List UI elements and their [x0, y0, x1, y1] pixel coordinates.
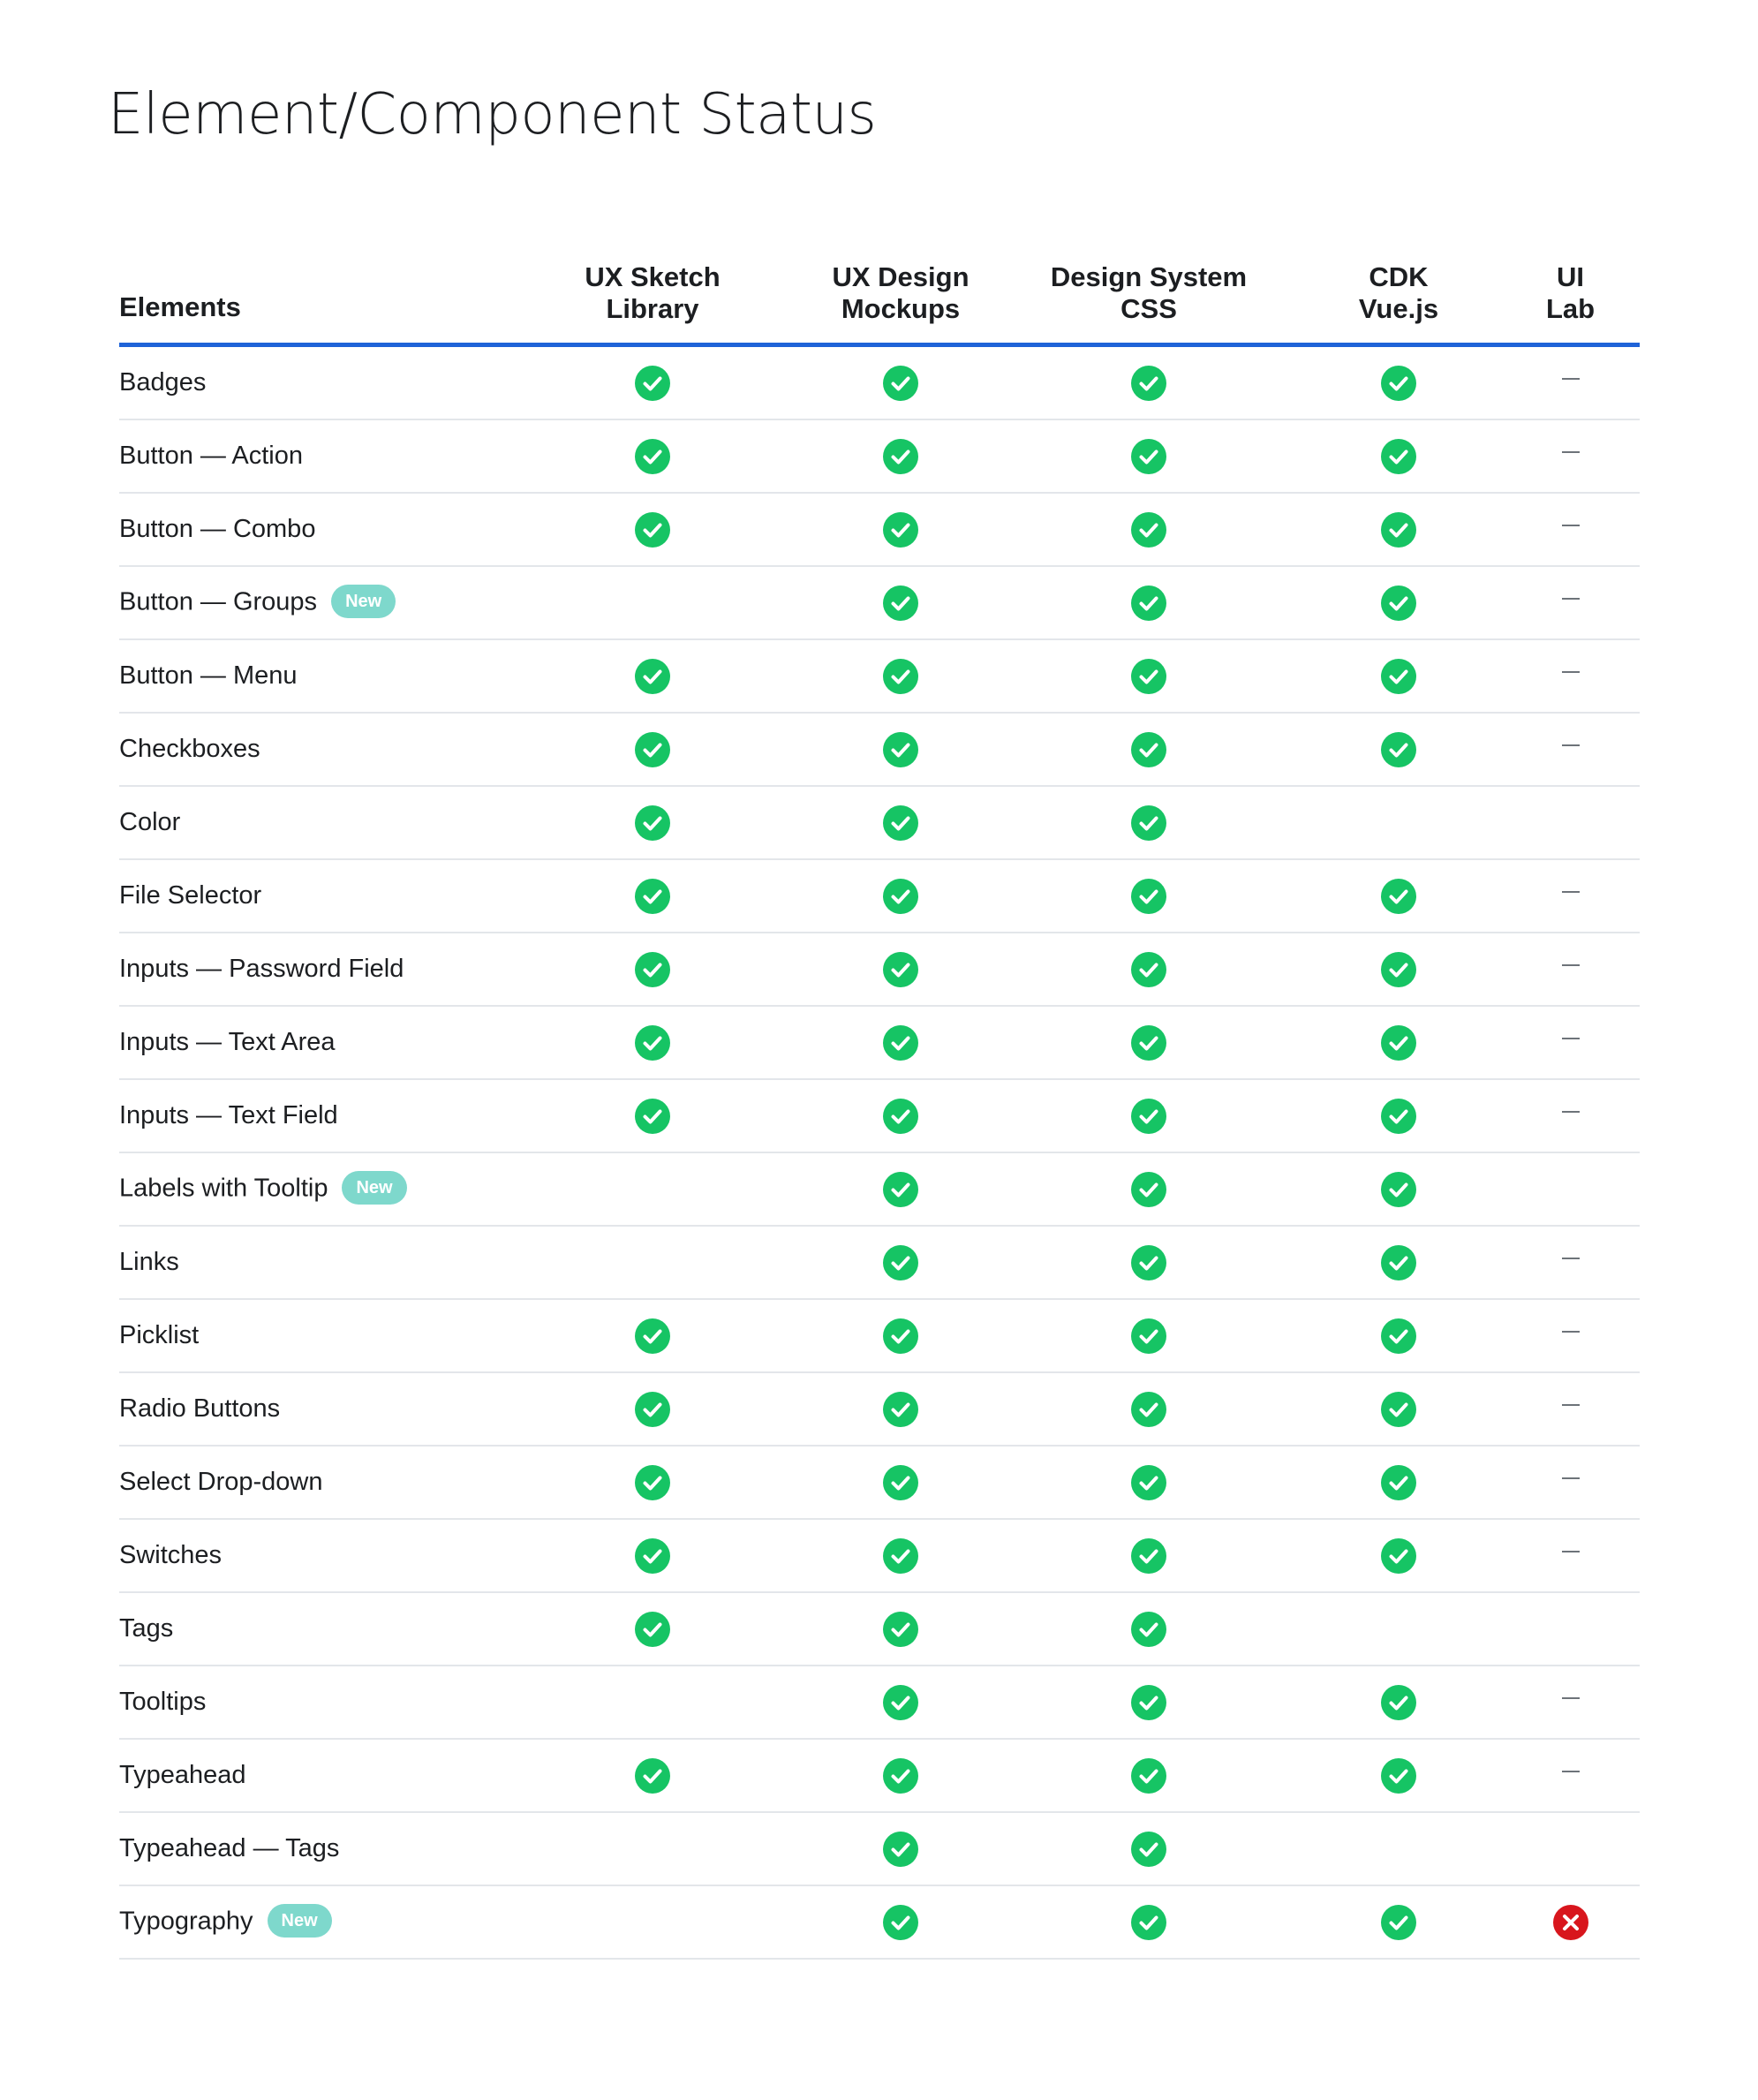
check-circle-icon	[1131, 1905, 1166, 1940]
check-circle-icon	[1131, 952, 1166, 987]
table-row	[119, 859, 1640, 933]
check-circle-icon	[1131, 1538, 1166, 1574]
status-cell-ui-lab	[1501, 1372, 1640, 1446]
status-cell-design-system-css	[1001, 1812, 1296, 1885]
column-header-ux-sketch-library	[505, 228, 800, 345]
table-row	[119, 786, 1640, 859]
dash-icon	[1562, 451, 1580, 453]
check-circle-icon	[635, 879, 670, 914]
status-cell-ui-lab	[1501, 493, 1640, 566]
table-row	[119, 1299, 1640, 1372]
status-cell-design-system-css	[1001, 566, 1296, 639]
status-cell-ux-sketch-library	[505, 1152, 800, 1226]
status-cell-ui-lab	[1501, 1592, 1640, 1666]
status-cell-ux-design-mockups	[800, 859, 1001, 933]
status-cell-cdk-vuejs	[1296, 639, 1501, 713]
status-cell-ux-design-mockups	[800, 1812, 1001, 1885]
status-cell-cdk-vuejs	[1296, 1299, 1501, 1372]
table-row	[119, 713, 1640, 786]
check-circle-icon	[883, 1905, 918, 1940]
status-cell-ux-design-mockups	[800, 1006, 1001, 1079]
check-circle-icon	[1381, 439, 1416, 474]
check-circle-icon	[883, 439, 918, 474]
status-cell-cdk-vuejs	[1296, 713, 1501, 786]
element-name-cell	[119, 566, 505, 639]
status-cell-ui-lab	[1501, 1446, 1640, 1519]
table-row	[119, 1812, 1640, 1885]
status-cell-ux-design-mockups	[800, 786, 1001, 859]
status-cell-ui-lab	[1501, 933, 1640, 1006]
check-circle-icon	[883, 1025, 918, 1061]
check-circle-icon	[1131, 439, 1166, 474]
check-circle-icon	[635, 1612, 670, 1647]
status-cell-ux-design-mockups	[800, 1592, 1001, 1666]
status-cell-ux-design-mockups	[800, 713, 1001, 786]
check-circle-icon	[1381, 952, 1416, 987]
status-cell-ui-lab	[1501, 1152, 1640, 1226]
table-row	[119, 1666, 1640, 1739]
status-cell-ux-sketch-library	[505, 1372, 800, 1446]
check-circle-icon	[635, 1318, 670, 1354]
check-circle-icon	[883, 1612, 918, 1647]
check-circle-icon	[1381, 1758, 1416, 1794]
column-header-line: Lab	[1545, 293, 1596, 324]
status-cell-ui-lab	[1501, 1666, 1640, 1739]
status-cell-design-system-css	[1001, 859, 1296, 933]
status-cell-ux-sketch-library	[505, 566, 800, 639]
status-cell-cdk-vuejs	[1296, 345, 1501, 420]
element-name: Button — Groups	[119, 587, 318, 616]
header-row	[119, 228, 1640, 345]
element-name: Typeahead	[119, 1761, 246, 1789]
check-circle-icon	[1381, 512, 1416, 548]
check-circle-icon	[1131, 585, 1166, 621]
status-cell-design-system-css	[1001, 345, 1296, 420]
check-circle-icon	[883, 1538, 918, 1574]
status-cell-cdk-vuejs	[1296, 493, 1501, 566]
status-cell-design-system-css	[1001, 786, 1296, 859]
check-circle-icon	[883, 879, 918, 914]
element-name-cell	[119, 1006, 505, 1079]
column-header-design-system-css	[1001, 228, 1296, 345]
status-cell-design-system-css	[1001, 933, 1296, 1006]
check-circle-icon	[1131, 1392, 1166, 1427]
check-circle-icon	[635, 366, 670, 401]
check-circle-icon	[635, 952, 670, 987]
check-circle-icon	[1381, 1099, 1416, 1134]
status-cell-ux-sketch-library	[505, 1885, 800, 1959]
status-cell-cdk-vuejs	[1296, 786, 1501, 859]
column-header-line: Design System	[1050, 261, 1248, 292]
status-cell-cdk-vuejs	[1296, 419, 1501, 493]
check-circle-icon	[1131, 1025, 1166, 1061]
column-header-line: CSS	[1120, 293, 1177, 324]
table-body	[119, 345, 1640, 1960]
element-name: Button — Combo	[119, 515, 316, 543]
status-cell-ux-design-mockups	[800, 1519, 1001, 1592]
status-cell-design-system-css	[1001, 1372, 1296, 1446]
status-cell-ux-sketch-library	[505, 1446, 800, 1519]
status-cell-design-system-css	[1001, 1519, 1296, 1592]
status-cell-ui-lab	[1501, 1812, 1640, 1885]
element-name: Labels with Tooltip	[119, 1174, 328, 1203]
status-cell-ui-lab	[1501, 345, 1640, 420]
table-row	[119, 1446, 1640, 1519]
element-name-cell	[119, 1079, 505, 1152]
element-name: Picklist	[119, 1321, 200, 1349]
status-cell-ux-sketch-library	[505, 1006, 800, 1079]
check-circle-icon	[883, 952, 918, 987]
element-name: Switches	[119, 1541, 223, 1569]
status-cell-ux-design-mockups	[800, 933, 1001, 1006]
new-badge: New	[331, 585, 396, 618]
element-name-cell	[119, 933, 505, 1006]
check-circle-icon	[1381, 585, 1416, 621]
status-cell-design-system-css	[1001, 1226, 1296, 1299]
status-cell-ux-design-mockups	[800, 1739, 1001, 1812]
dash-icon	[1562, 1111, 1580, 1113]
table-row	[119, 1226, 1640, 1299]
check-circle-icon	[883, 732, 918, 767]
status-cell-ux-sketch-library	[505, 1226, 800, 1299]
column-header-line: CDK	[1369, 261, 1429, 292]
column-header-line: Elements	[119, 291, 241, 322]
status-cell-cdk-vuejs	[1296, 859, 1501, 933]
table-row	[119, 493, 1640, 566]
status-cell-cdk-vuejs	[1296, 1372, 1501, 1446]
table-row	[119, 1372, 1640, 1446]
element-name: Typeahead — Tags	[119, 1834, 340, 1862]
status-cell-ux-design-mockups	[800, 1885, 1001, 1959]
check-circle-icon	[1131, 879, 1166, 914]
dash-icon	[1562, 1258, 1580, 1259]
status-cell-ux-sketch-library	[505, 1592, 800, 1666]
column-header-line: UX Design	[832, 261, 970, 292]
status-cell-ux-design-mockups	[800, 493, 1001, 566]
status-cell-ux-design-mockups	[800, 1372, 1001, 1446]
element-name: Color	[119, 808, 181, 836]
status-cell-ux-sketch-library	[505, 1519, 800, 1592]
check-circle-icon	[635, 659, 670, 694]
check-circle-icon	[1381, 732, 1416, 767]
dash-icon	[1562, 378, 1580, 380]
element-name-cell	[119, 1226, 505, 1299]
element-name-cell	[119, 786, 505, 859]
status-cell-cdk-vuejs	[1296, 1226, 1501, 1299]
page-title: Element/Component Status	[108, 82, 877, 147]
element-name: Inputs — Password Field	[119, 955, 404, 983]
check-circle-icon	[883, 1172, 918, 1207]
status-cell-ux-sketch-library	[505, 1079, 800, 1152]
check-circle-icon	[635, 805, 670, 841]
check-circle-icon	[1381, 1905, 1416, 1940]
status-cell-cdk-vuejs	[1296, 1666, 1501, 1739]
check-circle-icon	[883, 659, 918, 694]
status-cell-ux-sketch-library	[505, 713, 800, 786]
element-name-cell	[119, 1885, 505, 1959]
element-name-cell	[119, 1739, 505, 1812]
element-name: Checkboxes	[119, 735, 260, 763]
element-name: Button — Action	[119, 442, 303, 470]
dash-icon	[1562, 525, 1580, 526]
check-circle-icon	[1131, 1758, 1166, 1794]
status-cell-ui-lab	[1501, 713, 1640, 786]
status-cell-cdk-vuejs	[1296, 1592, 1501, 1666]
check-circle-icon	[635, 1392, 670, 1427]
status-cell-ui-lab	[1501, 1299, 1640, 1372]
element-name: Badges	[119, 368, 207, 397]
column-header-line: Library	[606, 293, 699, 324]
table-row	[119, 1885, 1640, 1959]
check-circle-icon	[635, 439, 670, 474]
check-circle-icon	[1381, 1685, 1416, 1720]
check-circle-icon	[883, 1685, 918, 1720]
table-row	[119, 566, 1640, 639]
status-cell-ux-sketch-library	[505, 1666, 800, 1739]
status-cell-ui-lab	[1501, 859, 1640, 933]
check-circle-icon	[1381, 1465, 1416, 1500]
dash-icon	[1562, 744, 1580, 746]
status-cell-ui-lab	[1501, 1006, 1640, 1079]
check-circle-icon	[1381, 1025, 1416, 1061]
element-name: File Selector	[119, 881, 262, 910]
dash-icon	[1562, 964, 1580, 966]
dash-icon	[1562, 1038, 1580, 1039]
status-cell-cdk-vuejs	[1296, 1446, 1501, 1519]
status-cell-cdk-vuejs	[1296, 1519, 1501, 1592]
status-cell-ux-sketch-library	[505, 786, 800, 859]
element-name-cell	[119, 1299, 505, 1372]
check-circle-icon	[635, 1465, 670, 1500]
element-name-cell	[119, 1812, 505, 1885]
check-circle-icon	[1131, 1172, 1166, 1207]
status-cell-ux-sketch-library	[505, 1739, 800, 1812]
column-header-line: Mockups	[841, 293, 961, 324]
element-name: Inputs — Text Area	[119, 1028, 336, 1056]
status-cell-cdk-vuejs	[1296, 566, 1501, 639]
check-circle-icon	[635, 1538, 670, 1574]
check-circle-icon	[1381, 1245, 1416, 1280]
status-cell-ui-lab	[1501, 419, 1640, 493]
check-circle-icon	[883, 366, 918, 401]
status-cell-ui-lab	[1501, 786, 1640, 859]
element-name: Tags	[119, 1614, 174, 1643]
check-circle-icon	[883, 1099, 918, 1134]
check-circle-icon	[883, 1392, 918, 1427]
check-circle-icon	[883, 805, 918, 841]
element-name: Radio Buttons	[119, 1394, 281, 1423]
status-cell-design-system-css	[1001, 1299, 1296, 1372]
check-circle-icon	[883, 1832, 918, 1867]
status-cell-cdk-vuejs	[1296, 933, 1501, 1006]
check-circle-icon	[1131, 1245, 1166, 1280]
check-circle-icon	[1381, 366, 1416, 401]
status-cell-ui-lab	[1501, 1519, 1640, 1592]
element-name: Tooltips	[119, 1688, 207, 1716]
check-circle-icon	[883, 1758, 918, 1794]
check-circle-icon	[883, 1245, 918, 1280]
element-name-cell	[119, 1519, 505, 1592]
table-row	[119, 1006, 1640, 1079]
element-name: Inputs — Text Field	[119, 1101, 338, 1129]
status-cell-ui-lab	[1501, 1739, 1640, 1812]
table-row	[119, 1079, 1640, 1152]
dash-icon	[1562, 1697, 1580, 1699]
status-cell-ux-sketch-library	[505, 493, 800, 566]
status-cell-design-system-css	[1001, 1152, 1296, 1226]
table-row	[119, 639, 1640, 713]
status-cell-ux-design-mockups	[800, 1079, 1001, 1152]
check-circle-icon	[883, 1318, 918, 1354]
element-name-cell	[119, 1446, 505, 1519]
status-cell-design-system-css	[1001, 639, 1296, 713]
check-circle-icon	[635, 1099, 670, 1134]
column-header-ux-design-mockups	[800, 228, 1001, 345]
table-row	[119, 933, 1640, 1006]
element-name-cell	[119, 1666, 505, 1739]
check-circle-icon	[635, 732, 670, 767]
element-name-cell	[119, 859, 505, 933]
column-header-line: UI	[1557, 261, 1584, 292]
element-name-cell	[119, 1592, 505, 1666]
status-cell-design-system-css	[1001, 1446, 1296, 1519]
table-row	[119, 1152, 1640, 1226]
table-row	[119, 1519, 1640, 1592]
element-name-cell	[119, 1372, 505, 1446]
dash-icon	[1562, 1551, 1580, 1552]
dash-icon	[1562, 891, 1580, 893]
check-circle-icon	[1131, 732, 1166, 767]
status-cell-cdk-vuejs	[1296, 1739, 1501, 1812]
status-cell-ux-design-mockups	[800, 345, 1001, 420]
element-name-cell	[119, 493, 505, 566]
component-status-table	[119, 228, 1640, 1960]
status-cell-ux-design-mockups	[800, 639, 1001, 713]
x-circle-icon	[1553, 1905, 1588, 1940]
status-cell-design-system-css	[1001, 1079, 1296, 1152]
status-cell-ux-design-mockups	[800, 1152, 1001, 1226]
check-circle-icon	[1381, 1172, 1416, 1207]
status-cell-ux-sketch-library	[505, 933, 800, 1006]
check-circle-icon	[1131, 366, 1166, 401]
status-cell-ui-lab	[1501, 1079, 1640, 1152]
element-name-cell	[119, 639, 505, 713]
table-row	[119, 345, 1640, 420]
status-cell-design-system-css	[1001, 419, 1296, 493]
status-cell-ux-sketch-library	[505, 419, 800, 493]
status-cell-ux-sketch-library	[505, 345, 800, 420]
check-circle-icon	[1131, 512, 1166, 548]
status-cell-ux-sketch-library	[505, 859, 800, 933]
element-name-cell	[119, 1152, 505, 1226]
new-badge: New	[268, 1904, 332, 1938]
dash-icon	[1562, 1477, 1580, 1479]
status-cell-ux-sketch-library	[505, 1812, 800, 1885]
status-cell-ux-sketch-library	[505, 1299, 800, 1372]
status-cell-ux-design-mockups	[800, 1666, 1001, 1739]
status-cell-ux-sketch-library	[505, 639, 800, 713]
check-circle-icon	[883, 585, 918, 621]
table-header	[119, 228, 1640, 345]
column-header-ui-lab	[1501, 228, 1640, 345]
element-name-cell	[119, 713, 505, 786]
check-circle-icon	[1131, 659, 1166, 694]
table-row	[119, 1592, 1640, 1666]
check-circle-icon	[1131, 1099, 1166, 1134]
table-row	[119, 1739, 1640, 1812]
status-cell-cdk-vuejs	[1296, 1006, 1501, 1079]
element-name: Typography	[119, 1907, 253, 1936]
status-cell-ux-design-mockups	[800, 1446, 1001, 1519]
check-circle-icon	[1381, 1392, 1416, 1427]
status-cell-ux-design-mockups	[800, 1226, 1001, 1299]
element-name: Links	[119, 1248, 179, 1276]
check-circle-icon	[1131, 1465, 1166, 1500]
status-cell-cdk-vuejs	[1296, 1079, 1501, 1152]
status-cell-design-system-css	[1001, 1666, 1296, 1739]
check-circle-icon	[635, 1025, 670, 1061]
status-cell-ui-lab	[1501, 566, 1640, 639]
check-circle-icon	[1381, 879, 1416, 914]
dash-icon	[1562, 1404, 1580, 1406]
check-circle-icon	[1131, 805, 1166, 841]
status-cell-ui-lab	[1501, 1226, 1640, 1299]
status-cell-ui-lab	[1501, 1885, 1640, 1959]
status-cell-design-system-css	[1001, 1885, 1296, 1959]
element-name-cell	[119, 419, 505, 493]
dash-icon	[1562, 1771, 1580, 1772]
check-circle-icon	[1131, 1612, 1166, 1647]
element-name: Select Drop-down	[119, 1468, 323, 1496]
status-cell-cdk-vuejs	[1296, 1812, 1501, 1885]
table-row	[119, 419, 1640, 493]
dash-icon	[1562, 598, 1580, 600]
check-circle-icon	[635, 512, 670, 548]
status-cell-design-system-css	[1001, 493, 1296, 566]
element-name-cell	[119, 345, 505, 420]
status-cell-design-system-css	[1001, 1006, 1296, 1079]
check-circle-icon	[883, 1465, 918, 1500]
column-header-elements	[119, 228, 505, 345]
column-header-line: Vue.js	[1358, 293, 1439, 324]
status-cell-ui-lab	[1501, 639, 1640, 713]
check-circle-icon	[1381, 1538, 1416, 1574]
dash-icon	[1562, 1331, 1580, 1333]
column-header-line: UX Sketch	[585, 261, 721, 292]
status-cell-ux-design-mockups	[800, 1299, 1001, 1372]
dash-icon	[1562, 671, 1580, 673]
status-cell-ux-design-mockups	[800, 419, 1001, 493]
element-name: Button — Menu	[119, 661, 298, 690]
status-cell-design-system-css	[1001, 1739, 1296, 1812]
check-circle-icon	[1131, 1832, 1166, 1867]
status-cell-design-system-css	[1001, 1592, 1296, 1666]
new-badge: New	[342, 1171, 406, 1205]
check-circle-icon	[1381, 659, 1416, 694]
check-circle-icon	[1131, 1685, 1166, 1720]
check-circle-icon	[1381, 1318, 1416, 1354]
check-circle-icon	[1131, 1318, 1166, 1354]
status-cell-cdk-vuejs	[1296, 1152, 1501, 1226]
status-cell-design-system-css	[1001, 713, 1296, 786]
status-cell-ux-design-mockups	[800, 566, 1001, 639]
check-circle-icon	[883, 512, 918, 548]
column-header-cdk-vuejs	[1296, 228, 1501, 345]
status-cell-cdk-vuejs	[1296, 1885, 1501, 1959]
check-circle-icon	[635, 1758, 670, 1794]
